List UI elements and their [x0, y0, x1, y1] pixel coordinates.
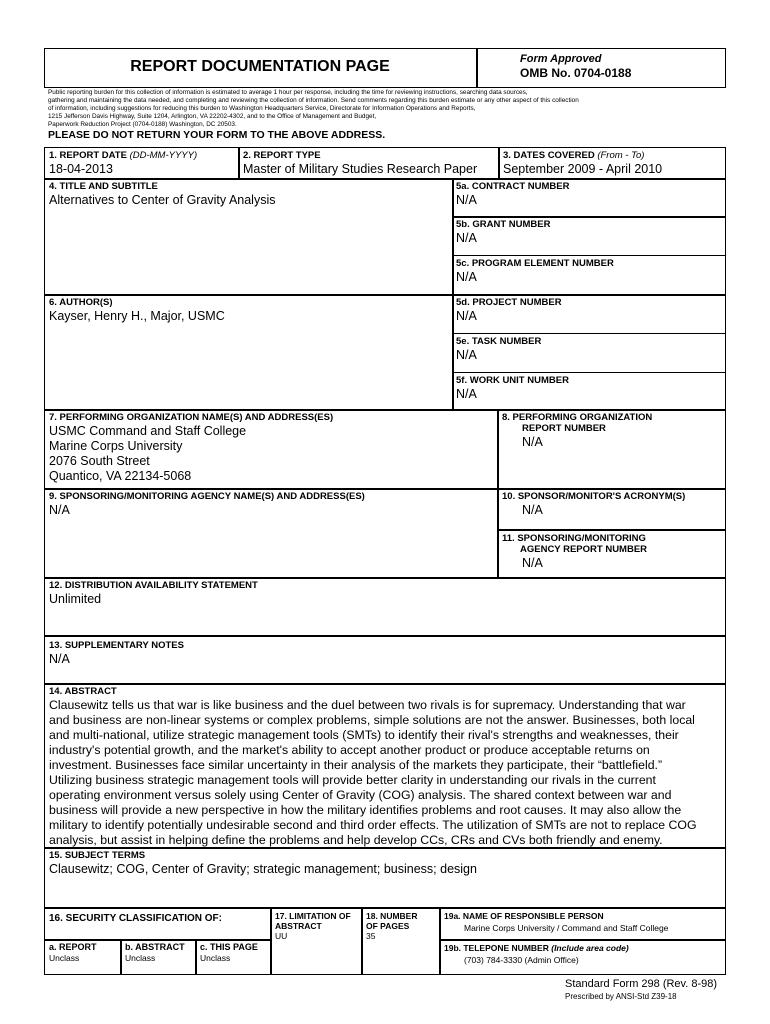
field-security-classification — [44, 907, 272, 941]
performing-org-line: Quantico, VA 22134-5068 — [49, 469, 192, 483]
burden-line: Paperwork Reduction Project (0704-0188) Washington, DC 20503. — [48, 121, 237, 128]
field-label: 19b. TELEPONE NUMBER — [444, 943, 549, 953]
program-element-value: N/A — [456, 270, 477, 284]
field-class-this-page[interactable] — [195, 939, 272, 975]
field-report-type[interactable] — [238, 147, 500, 180]
field-label: 5e. TASK NUMBER — [456, 336, 542, 347]
class-report-value: Unclass — [49, 953, 80, 963]
supplementary-notes-value: N/A — [49, 652, 70, 666]
responsible-person-value: Marine Corps University / Command and Staff College — [464, 923, 669, 933]
field-label: c. THIS PAGE — [200, 942, 258, 952]
dates-covered-value: September 2009 - April 2010 — [503, 162, 663, 176]
distribution-value: Unlimited — [49, 592, 102, 606]
field-sponsor-report-number[interactable] — [497, 529, 726, 579]
field-limitation-of-abstract[interactable] — [270, 907, 363, 975]
field-label: 5c. PROGRAM ELEMENT NUMBER — [456, 258, 614, 269]
task-number-value: N/A — [456, 348, 477, 362]
field-label: 5f. WORK UNIT NUMBER — [456, 375, 569, 386]
limitation-value: UU — [275, 931, 288, 941]
field-performing-org-report-number[interactable] — [497, 409, 726, 490]
sponsor-acronym-value: N/A — [522, 503, 543, 517]
number-of-pages-value: 35 — [366, 931, 376, 941]
field-label: 15. SUBJECT TERMS — [49, 850, 146, 861]
burden-line: Public reporting burden for this collection of information is estimated to average 1 hour per response, including the time for reviewing instructions, searching data sources, — [48, 89, 528, 96]
field-label: 13. SUPPLEMENTARY NOTES — [49, 640, 184, 651]
field-distribution[interactable] — [44, 577, 726, 637]
abstract-line: military to identify potentially undesirable second and third order effects. The utilization of SMTs are not to replace COG — [49, 818, 697, 832]
field-report-date[interactable] — [44, 147, 240, 180]
field-label: 18. NUMBER — [366, 911, 418, 921]
form-number: Standard Form 298 (Rev. 8-98) — [565, 978, 718, 990]
field-label: REPORT NUMBER — [522, 423, 606, 434]
prescribed-by: Prescribed by ANSI-Std Z39-18 — [565, 992, 677, 1001]
field-hint: (Include area code) — [551, 943, 629, 953]
field-label: 3. DATES COVERED — [503, 150, 595, 161]
performing-org-line: 2076 South Street — [49, 454, 150, 468]
performing-org-line: Marine Corps University — [49, 439, 183, 453]
field-abstract[interactable] — [44, 683, 726, 849]
field-responsible-person[interactable] — [439, 907, 726, 941]
header-divider — [476, 48, 478, 88]
abstract-line: industry's potential growth, and the market's ability to accept another product or produce acceptable returns on — [49, 743, 650, 757]
title-value: Alternatives to Center of Gravity Analysis — [49, 193, 276, 207]
work-unit-number-value: N/A — [456, 387, 477, 401]
field-label: 10. SPONSOR/MONITOR'S ACRONYM(S) — [502, 491, 686, 502]
field-label: 7. PERFORMING ORGANIZATION NAME(S) AND ADDRESS(ES) — [49, 412, 334, 423]
field-label: 17. LIMITATION OF — [275, 911, 351, 921]
field-label: 12. DISTRIBUTION AVAILABILITY STATEMENT — [49, 580, 258, 591]
project-number-value: N/A — [456, 309, 477, 323]
field-hint: (DD-MM-YYYY) — [129, 150, 198, 161]
field-task-number[interactable] — [452, 333, 726, 373]
field-authors[interactable] — [44, 294, 454, 411]
performing-org-line: USMC Command and Staff College — [49, 424, 247, 438]
field-label: 9. SPONSORING/MONITORING AGENCY NAME(S) AND ADDRESS(ES) — [49, 491, 365, 502]
sponsor-report-number-value: N/A — [522, 556, 543, 570]
sponsoring-agency-value: N/A — [49, 503, 70, 517]
field-supplementary-notes[interactable] — [44, 635, 726, 685]
field-label: 8. PERFORMING ORGANIZATION — [502, 412, 653, 423]
abstract-line: analysis, but assist in helping define the problems and help develop CCs, CRs and CVs both friendly and enemy. — [49, 833, 663, 847]
field-label: OF PAGES — [366, 921, 410, 931]
field-label: 16. SECURITY CLASSIFICATION OF: — [49, 913, 222, 924]
class-this-page-value: Unclass — [200, 953, 231, 963]
field-label: 2. REPORT TYPE — [243, 150, 321, 161]
field-label: 5a. CONTRACT NUMBER — [456, 181, 570, 192]
burden-statement — [48, 89, 724, 141]
field-label: 5d. PROJECT NUMBER — [456, 297, 562, 308]
abstract-line: Clausewitz tells us that war is like business and the duel between two rivals is for supremacy. Understanding that war — [49, 698, 686, 712]
grant-number-value: N/A — [456, 231, 477, 245]
field-telephone-number[interactable] — [439, 939, 726, 975]
field-work-unit-number[interactable] — [452, 372, 726, 411]
field-label: 11. SPONSORING/MONITORING — [502, 533, 646, 544]
field-sponsor-acronym[interactable] — [497, 488, 726, 531]
abstract-line: operating environment versus solely using Center of Gravity (COG) analysis. The shared context between war and — [49, 788, 672, 802]
abstract-line: and business are non-linear systems or complex problems, simple solutions are not the answer. Businesses, both local — [49, 713, 695, 727]
field-label: 6. AUTHOR(S) — [49, 297, 113, 308]
form-approved: Form Approved — [520, 53, 602, 65]
field-title[interactable] — [44, 178, 454, 296]
burden-line: 1215 Jefferson Davis Highway, Suite 1204, Arlington, VA 22202-4302, and to the Office of Management and Budget, — [48, 113, 377, 120]
field-label: ABSTRACT — [275, 921, 322, 931]
field-label: 19a. NAME OF RESPONSIBLE PERSON — [444, 911, 604, 921]
burden-line: gathering and maintaining the data needed, and completing and reviewing the collection of information. Send comments regarding this burden estimate or any other aspect of this collection — [48, 97, 579, 104]
field-performing-org[interactable] — [44, 409, 499, 490]
field-label: AGENCY REPORT NUMBER — [520, 544, 648, 555]
field-label: 14. ABSTRACT — [49, 686, 117, 697]
field-number-of-pages[interactable] — [361, 907, 441, 975]
field-label: b. ABSTRACT — [125, 942, 185, 952]
class-abstract-value: Unclass — [125, 953, 156, 963]
telephone-number-value: (703) 784-3330 (Admin Office) — [464, 955, 579, 965]
performing-org-report-number-value: N/A — [522, 435, 543, 449]
field-sponsoring-agency[interactable] — [44, 488, 499, 579]
contract-number-value: N/A — [456, 193, 477, 207]
field-subject-terms[interactable] — [44, 847, 726, 909]
field-label: 1. REPORT DATE — [49, 150, 127, 161]
report-date-value: 18-04-2013 — [49, 162, 113, 176]
abstract-line: and multi-national, utilize strategic management tools (SMTs) to identify their rival's strengths and weaknesses, their — [49, 728, 679, 742]
field-contract-number[interactable] — [452, 178, 726, 218]
field-hint: (From - To) — [597, 150, 645, 161]
field-dates-covered[interactable] — [498, 147, 726, 180]
omb-number: OMB No. 0704-0188 — [520, 66, 632, 80]
return-warning: PLEASE DO NOT RETURN YOUR FORM TO THE ABOVE ADDRESS. — [48, 129, 386, 141]
page-title: REPORT DOCUMENTATION PAGE — [130, 58, 390, 75]
field-class-report[interactable] — [44, 939, 122, 975]
authors-value: Kayser, Henry H., Major, USMC — [49, 309, 225, 323]
subject-terms-value: Clausewitz; COG, Center of Gravity; strategic management; business; design — [49, 862, 477, 876]
field-project-number[interactable] — [452, 294, 726, 334]
field-label: 4. TITLE AND SUBTITLE — [49, 181, 158, 192]
field-class-abstract[interactable] — [120, 939, 197, 975]
field-label: 5b. GRANT NUMBER — [456, 219, 551, 230]
field-label: a. REPORT — [49, 942, 97, 952]
abstract-line: investment. Businesses face similar uncertainty in their analysis of the markets they participate, their “battlefield.” — [49, 758, 663, 772]
abstract-line: business will provide a new perspective in how the military identifies problems and root causes. It may also allow the — [49, 803, 682, 817]
burden-line: of information, including suggestions for reducing this burden to Washington Headquarters Service, Directorate for Information Operations and Reports, — [48, 105, 476, 112]
abstract-line: Utilizing business strategic management tools will provide better clarity in understanding our rivals in the current — [49, 773, 656, 787]
field-grant-number[interactable] — [452, 216, 726, 256]
report-type-value: Master of Military Studies Research Paper — [243, 162, 478, 176]
field-program-element[interactable] — [452, 255, 726, 296]
